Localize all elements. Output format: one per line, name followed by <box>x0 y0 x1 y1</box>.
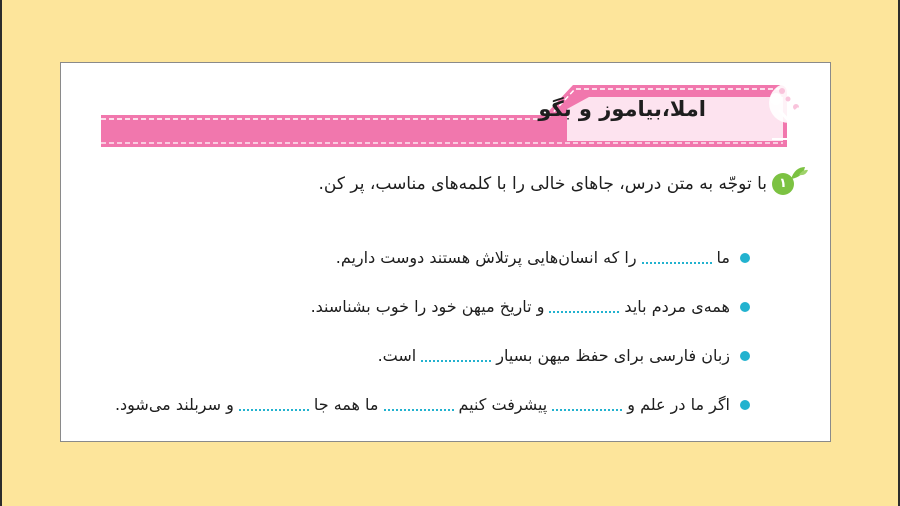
item-text: ما همه جا <box>313 395 379 414</box>
item-text: زبان فارسی برای حفظ میهن بسیار <box>496 346 730 365</box>
item-text: همه‌ی مردم باید <box>624 297 730 316</box>
blank-field[interactable] <box>552 399 622 411</box>
item-bullet <box>740 351 750 361</box>
blank-field[interactable] <box>239 399 309 411</box>
item-text: پیشرفت کنیم <box>458 395 548 414</box>
section-banner <box>61 63 832 163</box>
item-text: ما <box>716 248 730 267</box>
exercise-instruction <box>319 173 794 195</box>
left-edge-line <box>0 0 2 506</box>
worksheet-card <box>60 62 831 442</box>
leaf-icon <box>789 165 809 181</box>
item-bullet <box>740 400 750 410</box>
item-text: اگر ما در علم و <box>627 395 730 414</box>
instruction-text: با توجّه به متن درس، جاهای خالی را با کلمه‌های مناسب، پر کن. <box>318 174 767 194</box>
exercise-number-badge: ۱ <box>772 173 794 195</box>
blank-field[interactable] <box>549 301 619 313</box>
blank-field[interactable] <box>421 350 491 362</box>
item-text: را که انسان‌هایی پرتلاش هستند دوست داریم. <box>335 248 637 267</box>
tree-icon <box>758 81 820 143</box>
fill-blank-item-4 <box>115 395 750 414</box>
item-bullet <box>740 302 750 312</box>
item-text: و تاریخ میهن خود را خوب بشناسند. <box>310 297 545 316</box>
fill-blank-item-2 <box>311 297 750 316</box>
item-text: است. <box>377 346 417 365</box>
blank-field[interactable] <box>642 252 712 264</box>
blank-field[interactable] <box>384 399 454 411</box>
item-text: و سربلند می‌شود. <box>114 395 234 414</box>
item-bullet <box>740 253 750 263</box>
fill-blank-item-1 <box>336 248 750 267</box>
section-title: املا،بیاموز و بگو <box>538 97 706 121</box>
fill-blank-item-3 <box>378 346 750 365</box>
